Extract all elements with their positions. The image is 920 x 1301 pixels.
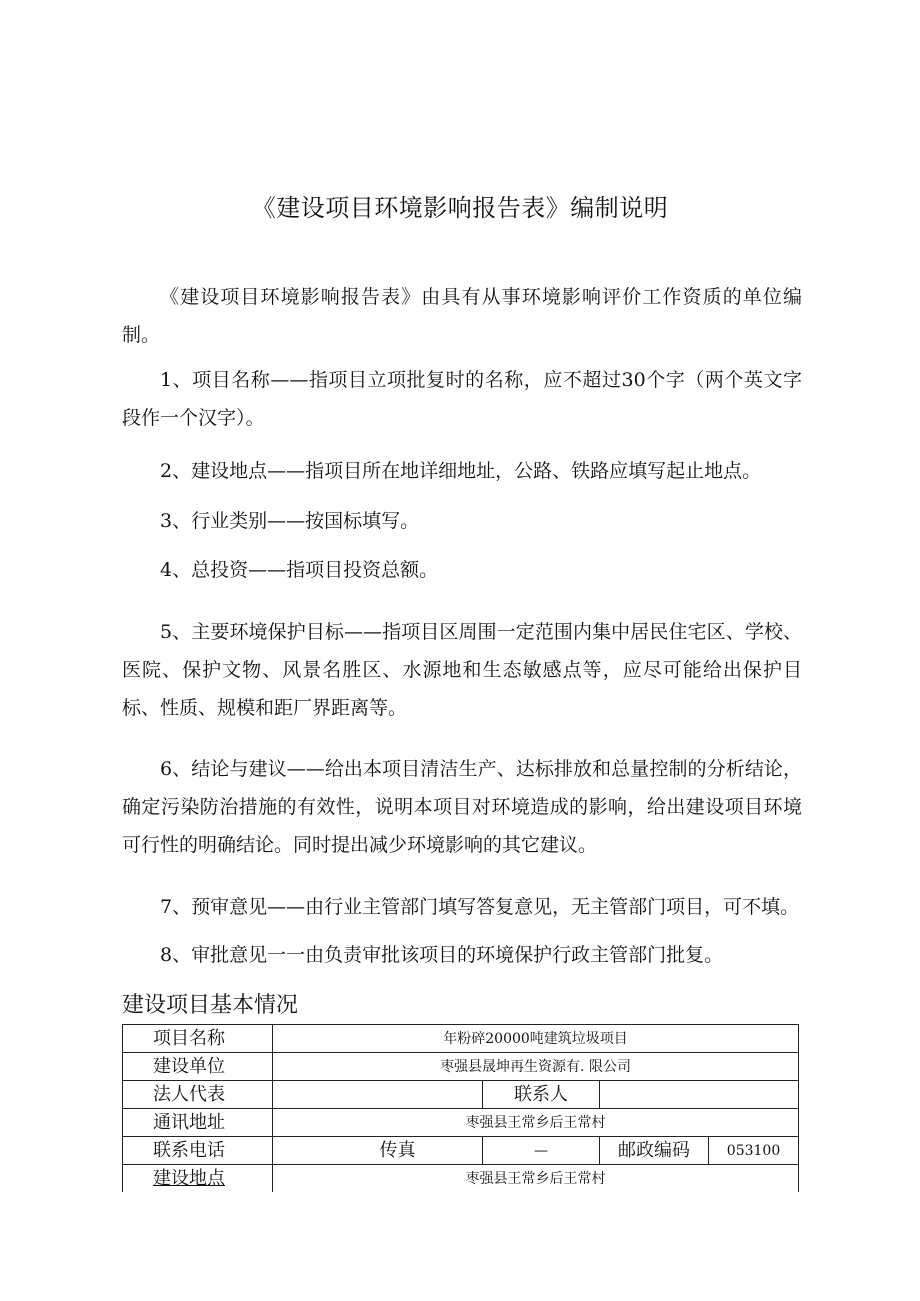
table-row	[123, 1109, 799, 1137]
postal-label: 邮政编码	[600, 1137, 709, 1165]
table-row	[123, 1165, 799, 1193]
table-row	[123, 1081, 799, 1109]
note-approval: 8、审批意见一一由负责审批该项目的环境保护行政主管部门批复。	[160, 944, 724, 966]
document-title: 《建设项目环境影响报告表》编制说明	[251, 194, 669, 222]
site-label: 建设地点	[123, 1165, 273, 1193]
table-row	[123, 1137, 799, 1165]
basic-info-table	[122, 1024, 799, 1192]
contact-label: 联系人	[483, 1081, 600, 1109]
address-label: 通讯地址	[123, 1109, 273, 1137]
site-value: 枣强县王常乡后王常村	[273, 1165, 799, 1193]
postal-value: 053100	[709, 1137, 799, 1165]
note-industry: 3、行业类别——按国标填写。	[160, 510, 420, 532]
note-preliminary-review: 7、预审意见——由行业主管部门填写答复意见，无主管部门项目，可不填。	[160, 896, 800, 918]
note-conclusion: 6、结论与建议——给出本项目清洁生产、达标排放和总量控制的分析结论，确定污染防治措施的有效性，说明本项目对环境造成的影响，给出建设项目环境可行性的明确结论。同时提出减少环境影响的其它建议。	[122, 758, 802, 856]
project-name-value: 年粉碎20000吨建筑垃圾项目	[273, 1025, 799, 1053]
project-name-label: 项目名称	[123, 1025, 273, 1053]
fax-cell	[273, 1137, 483, 1165]
note-investment: 4、总投资——指项目投资总额。	[160, 559, 439, 581]
legal-rep-label: 法人代表	[123, 1081, 273, 1109]
legal-rep-value	[273, 1081, 483, 1109]
contact-value	[600, 1081, 799, 1109]
intro-paragraph: 《建设项目环境影响报告表》由具有从事环境影响评价工作资质的单位编制。	[122, 286, 802, 346]
fax-label: 传真	[379, 1139, 416, 1161]
address-value: 枣强县王常乡后王常村	[273, 1109, 799, 1137]
phone-label: 联系电话	[123, 1137, 273, 1165]
note-site: 2、建设地点——指项目所在地详细地址，公路、铁路应填写起止地点。	[160, 460, 762, 482]
section-title: 建设项目基本情况	[122, 993, 299, 1018]
note-protection-targets: 5、主要环境保护目标——指项目区周围一定范围内集中居民住宅区、学校、医院、保护文物、风景名胜区、水源地和生态敏感点等，应尽可能给出保护目标、性质、规模和距厂界距离等。	[122, 621, 802, 719]
table-row	[123, 1025, 799, 1053]
note-project-name: 1、项目名称——指项目立项批复时的名称，应不超过30个字（两个英文字段作一个汉字）。	[122, 369, 802, 429]
unit-label: 建设单位	[123, 1053, 273, 1081]
table-row	[123, 1053, 799, 1081]
fax-value: —	[483, 1137, 600, 1165]
unit-value: 枣强县晟坤再生资源有. 限公司	[273, 1053, 799, 1081]
